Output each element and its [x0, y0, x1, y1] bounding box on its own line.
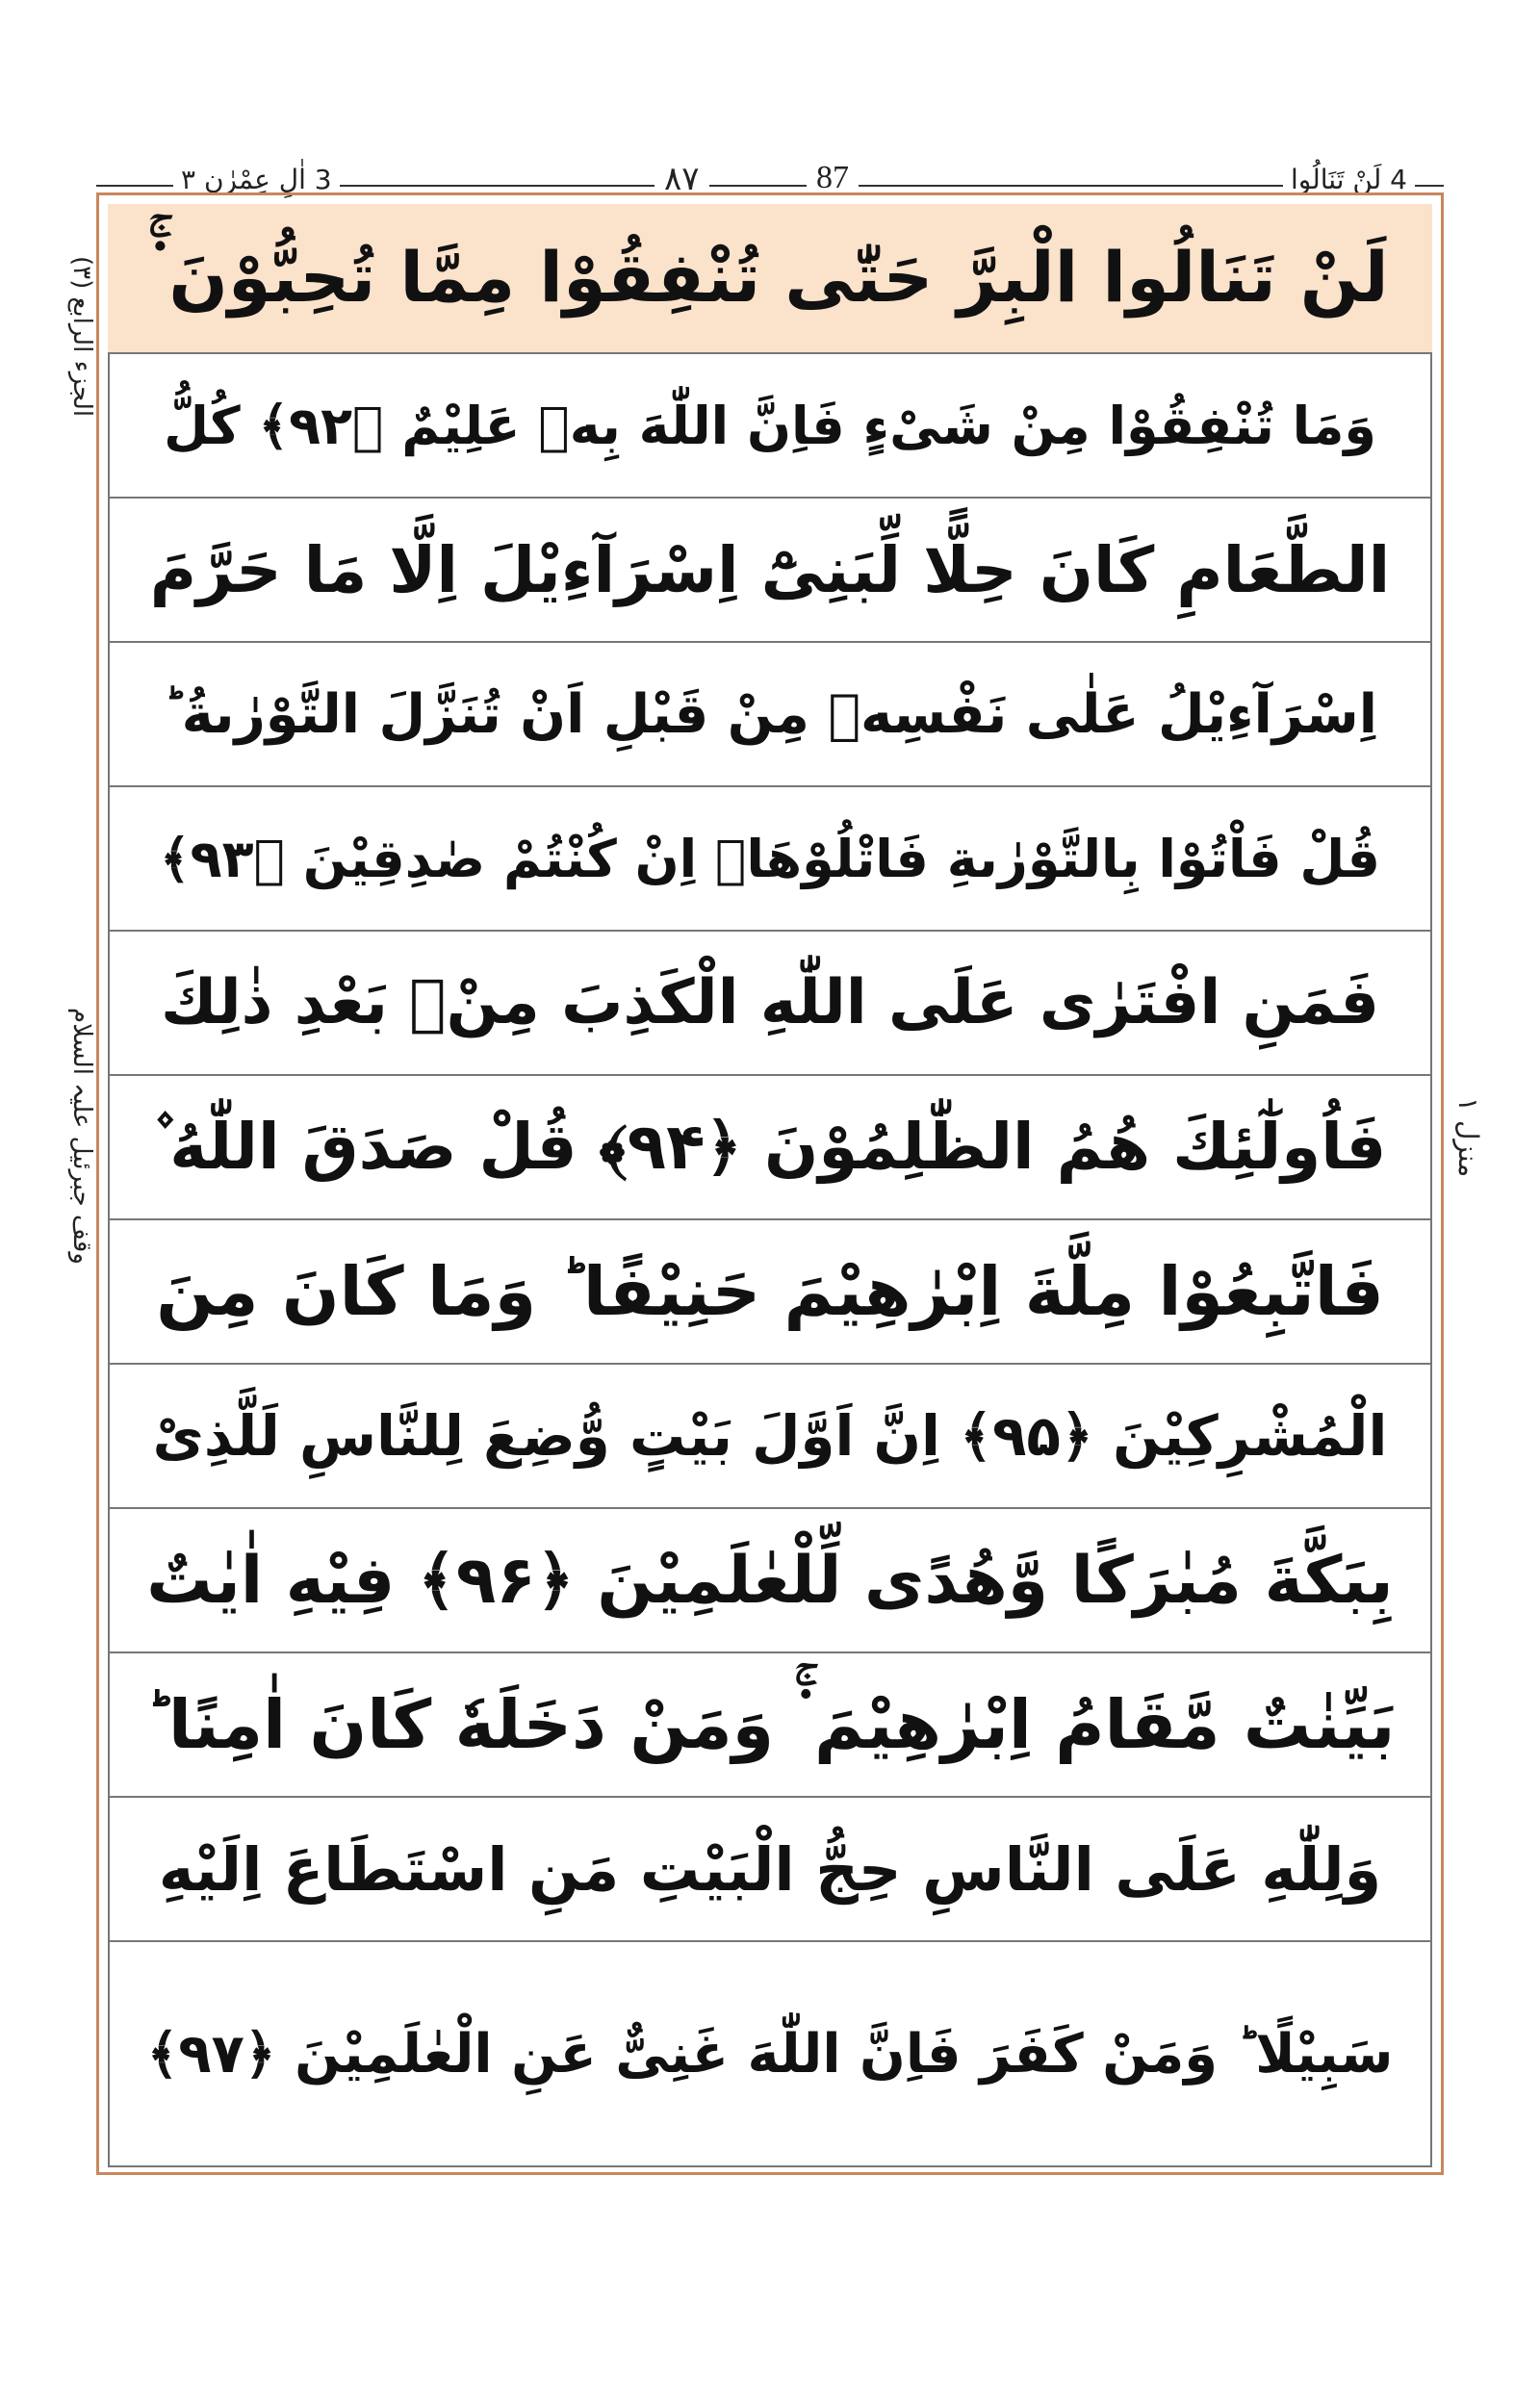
verse-line	[108, 1365, 1432, 1509]
verse-line	[108, 204, 1432, 354]
verse-line-text: فَاتَّبِعُوْا مِلَّةَ اِبْرٰهِیْمَ حَنِیْفًا ؕ وَمَا كَانَ مِنَ	[156, 1252, 1384, 1331]
header-surah-name: 3 اٰلِ عِمْرٰن ۳	[173, 164, 340, 195]
verse-line-text: الطَّعَامِ كَانَ حِلًّا لِّبَنِیْٓ اِسْرَآءِیْلَ اِلَّا مَا حَرَّمَ	[149, 532, 1391, 607]
page-number-urdu: ۸۷	[654, 160, 709, 198]
verse-line	[108, 1509, 1432, 1653]
verse-line	[108, 1942, 1432, 2165]
verse-line	[108, 1798, 1432, 1942]
verse-line-text: الْمُشْرِكِیْنَ ﴿۹۵﴾ اِنَّ اَوَّلَ بَیْتٍ وُّضِعَ لِلنَّاسِ لَلَّذِیْ	[152, 1403, 1388, 1469]
verse-line-text: قُلْ فَاْتُوْا بِالتَّوْرٰىةِ فَاتْلُوْهَاۤ اِنْ كُنْتُمْ صٰدِقِیْنَ ﴿۹۳﴾	[160, 828, 1380, 889]
verse-line-text: لَنْ تَنَالُوا الْبِرَّ حَتّٰى تُنْفِقُوْا مِمَّا تُحِبُّوْنَ ۬ۚ	[151, 237, 1389, 318]
verse-line-text: سَبِیْلًا ؕ وَمَنْ كَفَرَ فَاِنَّ اللّٰهَ غَنِیٌّ عَنِ الْعٰلَمِیْنَ ﴿۹۷﴾	[146, 2022, 1394, 2086]
verse-line	[108, 1653, 1432, 1798]
verse-line-text: اِسْرَآءِیْلُ عَلٰى نَفْسِهٖ مِنْ قَبْلِ اَنْ تُنَزَّلَ التَّوْرٰىةُ ؕ	[163, 682, 1377, 746]
verse-line-text: بِبَكَّةَ مُبٰرَكًا وَّهُدًى لِّلْعٰلَمِیْنَ ﴿۹۶﴾ فِیْهِ اٰیٰتٌ	[146, 1543, 1394, 1619]
verse-line	[108, 1076, 1432, 1220]
page-number: 87	[807, 160, 859, 196]
margin-note-juz: (۳) الجزء الرابع	[67, 256, 96, 418]
verse-line-text: وَلِلّٰهِ عَلَى النَّاسِ حِجُّ الْبَیْتِ مَنِ اسْتَطَاعَ اِلَیْهِ	[158, 1833, 1382, 1905]
margin-note-waqf: وقف جبرئیل علیہ السلام	[67, 1007, 96, 1265]
verse-line	[108, 1220, 1432, 1365]
verse-line	[108, 499, 1432, 643]
verse-line-text: فَمَنِ افْتَرٰى عَلَى اللّٰهِ الْكَذِبَ مِنْۢ بَعْدِ ذٰلِكَ	[161, 967, 1379, 1038]
verse-line	[108, 932, 1432, 1076]
verse-line	[108, 787, 1432, 932]
margin-note-manzil: منزل ۱	[1452, 1097, 1484, 1178]
verse-line	[108, 354, 1432, 499]
verse-line-text: بَیِّنٰتٌ مَّقَامُ اِبْرٰهِیْمَ ۬ۚ وَمَنْ دَخَلَهٗ كَانَ اٰمِنًا ؕ	[144, 1684, 1396, 1764]
verse-line	[108, 643, 1432, 787]
header-juz-name: 4 لَنْ تَنَالُوا	[1283, 164, 1415, 195]
verse-line-text: وَمَا تُنْفِقُوْا مِنْ شَیْءٍ فَاِنَّ اللّٰهَ بِهٖ عَلِیْمٌ ﴿۹۲﴾ كُلُّ	[164, 395, 1376, 456]
verse-line-text: فَاُولٰٓئِكَ هُمُ الظّٰلِمُوْنَ ﴿۹۴﴾ قُلْ صَدَقَ اللّٰهُ ۫	[153, 1109, 1387, 1184]
